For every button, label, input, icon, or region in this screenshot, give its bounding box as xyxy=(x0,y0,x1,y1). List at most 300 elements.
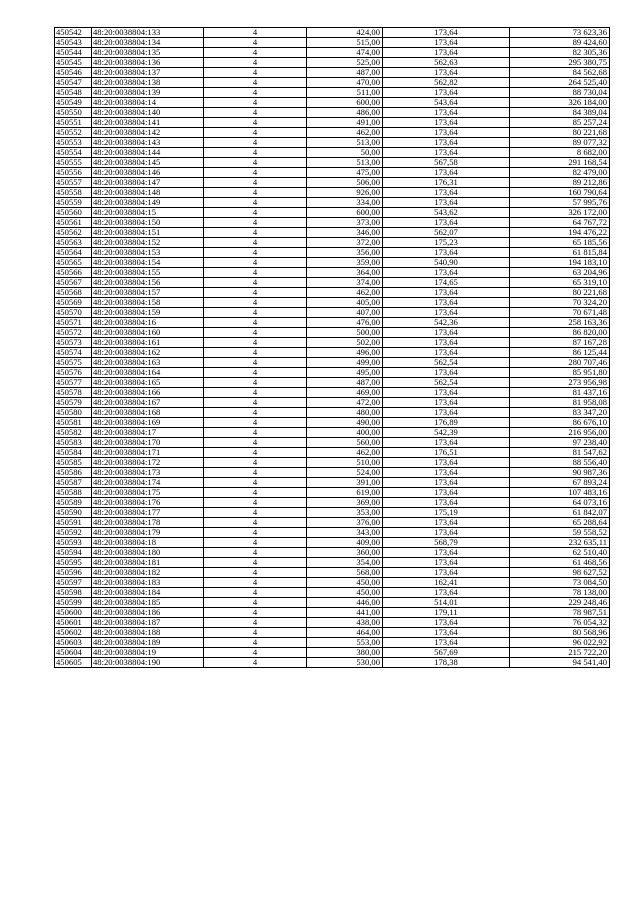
land-valuation-table xyxy=(54,27,610,668)
cadastral-number-cell: 48:20:0038804:171 xyxy=(92,448,204,458)
category-cell: 4 xyxy=(204,458,307,468)
value-cell: 96 022,92 xyxy=(510,638,610,648)
table-row xyxy=(55,78,610,88)
category-cell: 4 xyxy=(204,178,307,188)
row-id-cell: 450573 xyxy=(55,338,92,348)
cadastral-number-cell: 48:20:0038804:174 xyxy=(92,478,204,488)
table-row xyxy=(55,208,610,218)
cadastral-number-cell: 48:20:0038804:134 xyxy=(92,38,204,48)
table-row xyxy=(55,268,610,278)
category-cell: 4 xyxy=(204,328,307,338)
rate-cell: 173,64 xyxy=(383,198,510,208)
table-row xyxy=(55,248,610,258)
row-id-cell: 450558 xyxy=(55,188,92,198)
rate-cell: 176,31 xyxy=(383,178,510,188)
area-cell: 372,00 xyxy=(307,238,383,248)
value-cell: 81 437,16 xyxy=(510,388,610,398)
category-cell: 4 xyxy=(204,98,307,108)
area-cell: 510,00 xyxy=(307,458,383,468)
category-cell: 4 xyxy=(204,378,307,388)
area-cell: 373,00 xyxy=(307,218,383,228)
cadastral-number-cell: 48:20:0038804:15 xyxy=(92,208,204,218)
table-row xyxy=(55,348,610,358)
row-id-cell: 450577 xyxy=(55,378,92,388)
row-id-cell: 450594 xyxy=(55,548,92,558)
value-cell: 59 558,52 xyxy=(510,528,610,538)
cadastral-number-cell: 48:20:0038804:18 xyxy=(92,538,204,548)
category-cell: 4 xyxy=(204,218,307,228)
category-cell: 4 xyxy=(204,648,307,658)
area-cell: 450,00 xyxy=(307,578,383,588)
cadastral-number-cell: 48:20:0038804:169 xyxy=(92,418,204,428)
value-cell: 80 568,96 xyxy=(510,628,610,638)
value-cell: 86 820,00 xyxy=(510,328,610,338)
area-cell: 513,00 xyxy=(307,158,383,168)
rate-cell: 173,64 xyxy=(383,398,510,408)
rate-cell: 567,58 xyxy=(383,158,510,168)
value-cell: 229 248,46 xyxy=(510,598,610,608)
cadastral-number-cell: 48:20:0038804:142 xyxy=(92,128,204,138)
cadastral-number-cell: 48:20:0038804:149 xyxy=(92,198,204,208)
row-id-cell: 450600 xyxy=(55,608,92,618)
rate-cell: 514,01 xyxy=(383,598,510,608)
rate-cell: 562,54 xyxy=(383,358,510,368)
category-cell: 4 xyxy=(204,528,307,538)
value-cell: 98 627,52 xyxy=(510,568,610,578)
row-id-cell: 450580 xyxy=(55,408,92,418)
table-row xyxy=(55,138,610,148)
value-cell: 61 468,56 xyxy=(510,558,610,568)
area-cell: 619,00 xyxy=(307,488,383,498)
area-cell: 369,00 xyxy=(307,498,383,508)
cadastral-number-cell: 48:20:0038804:164 xyxy=(92,368,204,378)
category-cell: 4 xyxy=(204,238,307,248)
value-cell: 62 510,40 xyxy=(510,548,610,558)
category-cell: 4 xyxy=(204,628,307,638)
rate-cell: 175,23 xyxy=(383,238,510,248)
value-cell: 65 185,56 xyxy=(510,238,610,248)
value-cell: 291 168,54 xyxy=(510,158,610,168)
category-cell: 4 xyxy=(204,168,307,178)
row-id-cell: 450601 xyxy=(55,618,92,628)
value-cell: 295 380,75 xyxy=(510,58,610,68)
table-row xyxy=(55,358,610,368)
row-id-cell: 450581 xyxy=(55,418,92,428)
row-id-cell: 450596 xyxy=(55,568,92,578)
value-cell: 80 221,68 xyxy=(510,128,610,138)
category-cell: 4 xyxy=(204,368,307,378)
area-cell: 356,00 xyxy=(307,248,383,258)
value-cell: 258 163,36 xyxy=(510,318,610,328)
rate-cell: 173,64 xyxy=(383,268,510,278)
category-cell: 4 xyxy=(204,428,307,438)
category-cell: 4 xyxy=(204,568,307,578)
row-id-cell: 450576 xyxy=(55,368,92,378)
category-cell: 4 xyxy=(204,28,307,38)
rate-cell: 179,11 xyxy=(383,608,510,618)
rate-cell: 173,64 xyxy=(383,148,510,158)
area-cell: 499,00 xyxy=(307,358,383,368)
value-cell: 232 635,11 xyxy=(510,538,610,548)
cadastral-number-cell: 48:20:0038804:168 xyxy=(92,408,204,418)
rate-cell: 173,64 xyxy=(383,48,510,58)
cadastral-number-cell: 48:20:0038804:186 xyxy=(92,608,204,618)
category-cell: 4 xyxy=(204,198,307,208)
category-cell: 4 xyxy=(204,318,307,328)
table-row xyxy=(55,468,610,478)
rate-cell: 542,39 xyxy=(383,428,510,438)
rate-cell: 543,62 xyxy=(383,208,510,218)
table-row xyxy=(55,238,610,248)
value-cell: 88 556,40 xyxy=(510,458,610,468)
category-cell: 4 xyxy=(204,298,307,308)
value-cell: 67 893,24 xyxy=(510,478,610,488)
rate-cell: 173,64 xyxy=(383,438,510,448)
area-cell: 469,00 xyxy=(307,388,383,398)
category-cell: 4 xyxy=(204,508,307,518)
area-cell: 364,00 xyxy=(307,268,383,278)
cadastral-number-cell: 48:20:0038804:162 xyxy=(92,348,204,358)
value-cell: 89 424,60 xyxy=(510,38,610,48)
cadastral-number-cell: 48:20:0038804:133 xyxy=(92,28,204,38)
area-cell: 346,00 xyxy=(307,228,383,238)
row-id-cell: 450574 xyxy=(55,348,92,358)
table-row xyxy=(55,48,610,58)
cadastral-number-cell: 48:20:0038804:152 xyxy=(92,238,204,248)
area-cell: 568,00 xyxy=(307,568,383,578)
category-cell: 4 xyxy=(204,638,307,648)
area-cell: 487,00 xyxy=(307,68,383,78)
rate-cell: 562,82 xyxy=(383,78,510,88)
row-id-cell: 450579 xyxy=(55,398,92,408)
cadastral-number-cell: 48:20:0038804:188 xyxy=(92,628,204,638)
rate-cell: 173,64 xyxy=(383,528,510,538)
value-cell: 280 707,46 xyxy=(510,358,610,368)
value-cell: 85 257,24 xyxy=(510,118,610,128)
category-cell: 4 xyxy=(204,588,307,598)
cadastral-number-cell: 48:20:0038804:141 xyxy=(92,118,204,128)
area-cell: 491,00 xyxy=(307,118,383,128)
value-cell: 81 958,08 xyxy=(510,398,610,408)
rate-cell: 173,64 xyxy=(383,348,510,358)
category-cell: 4 xyxy=(204,608,307,618)
row-id-cell: 450578 xyxy=(55,388,92,398)
cadastral-number-cell: 48:20:0038804:187 xyxy=(92,618,204,628)
row-id-cell: 450588 xyxy=(55,488,92,498)
category-cell: 4 xyxy=(204,658,307,668)
cadastral-number-cell: 48:20:0038804:158 xyxy=(92,298,204,308)
table-row xyxy=(55,608,610,618)
value-cell: 216 956,00 xyxy=(510,428,610,438)
category-cell: 4 xyxy=(204,118,307,128)
rate-cell: 175,19 xyxy=(383,508,510,518)
rate-cell: 176,89 xyxy=(383,418,510,428)
rate-cell: 173,64 xyxy=(383,458,510,468)
value-cell: 89 212,86 xyxy=(510,178,610,188)
row-id-cell: 450553 xyxy=(55,138,92,148)
category-cell: 4 xyxy=(204,58,307,68)
table-row xyxy=(55,198,610,208)
category-cell: 4 xyxy=(204,68,307,78)
table-row xyxy=(55,328,610,338)
row-id-cell: 450589 xyxy=(55,498,92,508)
cadastral-number-cell: 48:20:0038804:148 xyxy=(92,188,204,198)
area-cell: 374,00 xyxy=(307,278,383,288)
cadastral-number-cell: 48:20:0038804:144 xyxy=(92,148,204,158)
area-cell: 513,00 xyxy=(307,138,383,148)
category-cell: 4 xyxy=(204,488,307,498)
value-cell: 70 671,48 xyxy=(510,308,610,318)
value-cell: 70 324,20 xyxy=(510,298,610,308)
rate-cell: 173,64 xyxy=(383,488,510,498)
row-id-cell: 450555 xyxy=(55,158,92,168)
cadastral-number-cell: 48:20:0038804:175 xyxy=(92,488,204,498)
value-cell: 84 389,04 xyxy=(510,108,610,118)
row-id-cell: 450566 xyxy=(55,268,92,278)
rate-cell: 173,64 xyxy=(383,288,510,298)
table-row xyxy=(55,448,610,458)
value-cell: 82 305,36 xyxy=(510,48,610,58)
area-cell: 480,00 xyxy=(307,408,383,418)
cadastral-number-cell: 48:20:0038804:190 xyxy=(92,658,204,668)
cadastral-number-cell: 48:20:0038804:165 xyxy=(92,378,204,388)
cadastral-number-cell: 48:20:0038804:183 xyxy=(92,578,204,588)
rate-cell: 173,64 xyxy=(383,408,510,418)
row-id-cell: 450545 xyxy=(55,58,92,68)
rate-cell: 562,63 xyxy=(383,58,510,68)
category-cell: 4 xyxy=(204,148,307,158)
area-cell: 475,00 xyxy=(307,168,383,178)
area-cell: 553,00 xyxy=(307,638,383,648)
table-row xyxy=(55,278,610,288)
table-row xyxy=(55,218,610,228)
area-cell: 524,00 xyxy=(307,468,383,478)
rate-cell: 162,41 xyxy=(383,578,510,588)
area-cell: 464,00 xyxy=(307,628,383,638)
area-cell: 511,00 xyxy=(307,88,383,98)
category-cell: 4 xyxy=(204,448,307,458)
table-row xyxy=(55,338,610,348)
area-cell: 600,00 xyxy=(307,98,383,108)
category-cell: 4 xyxy=(204,348,307,358)
category-cell: 4 xyxy=(204,548,307,558)
value-cell: 215 722,20 xyxy=(510,648,610,658)
cadastral-number-cell: 48:20:0038804:182 xyxy=(92,568,204,578)
category-cell: 4 xyxy=(204,248,307,258)
value-cell: 89 077,32 xyxy=(510,138,610,148)
rate-cell: 542,36 xyxy=(383,318,510,328)
area-cell: 391,00 xyxy=(307,478,383,488)
table-row xyxy=(55,378,610,388)
row-id-cell: 450602 xyxy=(55,628,92,638)
value-cell: 65 288,64 xyxy=(510,518,610,528)
rate-cell: 173,64 xyxy=(383,588,510,598)
table-row xyxy=(55,408,610,418)
value-cell: 264 525,40 xyxy=(510,78,610,88)
table-row xyxy=(55,418,610,428)
row-id-cell: 450554 xyxy=(55,148,92,158)
rate-cell: 173,64 xyxy=(383,188,510,198)
cadastral-number-cell: 48:20:0038804:185 xyxy=(92,598,204,608)
area-cell: 360,00 xyxy=(307,548,383,558)
cadastral-number-cell: 48:20:0038804:180 xyxy=(92,548,204,558)
rate-cell: 173,64 xyxy=(383,338,510,348)
category-cell: 4 xyxy=(204,478,307,488)
category-cell: 4 xyxy=(204,518,307,528)
cadastral-number-cell: 48:20:0038804:151 xyxy=(92,228,204,238)
row-id-cell: 450570 xyxy=(55,308,92,318)
area-cell: 600,00 xyxy=(307,208,383,218)
row-id-cell: 450561 xyxy=(55,218,92,228)
area-cell: 530,00 xyxy=(307,658,383,668)
category-cell: 4 xyxy=(204,288,307,298)
rate-cell: 173,64 xyxy=(383,478,510,488)
table-row xyxy=(55,158,610,168)
row-id-cell: 450584 xyxy=(55,448,92,458)
row-id-cell: 450604 xyxy=(55,648,92,658)
area-cell: 472,00 xyxy=(307,398,383,408)
category-cell: 4 xyxy=(204,598,307,608)
row-id-cell: 450560 xyxy=(55,208,92,218)
cadastral-number-cell: 48:20:0038804:138 xyxy=(92,78,204,88)
category-cell: 4 xyxy=(204,618,307,628)
row-id-cell: 450565 xyxy=(55,258,92,268)
rate-cell: 568,79 xyxy=(383,538,510,548)
table-row xyxy=(55,88,610,98)
area-cell: 506,00 xyxy=(307,178,383,188)
cadastral-number-cell: 48:20:0038804:177 xyxy=(92,508,204,518)
table-row xyxy=(55,108,610,118)
area-cell: 515,00 xyxy=(307,38,383,48)
cadastral-number-cell: 48:20:0038804:16 xyxy=(92,318,204,328)
value-cell: 97 238,40 xyxy=(510,438,610,448)
rate-cell: 173,64 xyxy=(383,308,510,318)
table-row xyxy=(55,498,610,508)
row-id-cell: 450591 xyxy=(55,518,92,528)
cadastral-number-cell: 48:20:0038804:140 xyxy=(92,108,204,118)
row-id-cell: 450572 xyxy=(55,328,92,338)
row-id-cell: 450564 xyxy=(55,248,92,258)
rate-cell: 562,54 xyxy=(383,378,510,388)
table-row xyxy=(55,598,610,608)
table-row xyxy=(55,518,610,528)
area-cell: 343,00 xyxy=(307,528,383,538)
rate-cell: 540,90 xyxy=(383,258,510,268)
value-cell: 83 347,20 xyxy=(510,408,610,418)
area-cell: 470,00 xyxy=(307,78,383,88)
table-row xyxy=(55,388,610,398)
category-cell: 4 xyxy=(204,308,307,318)
rate-cell: 173,64 xyxy=(383,548,510,558)
table-row xyxy=(55,568,610,578)
value-cell: 78 138,00 xyxy=(510,588,610,598)
area-cell: 462,00 xyxy=(307,128,383,138)
rate-cell: 173,64 xyxy=(383,248,510,258)
row-id-cell: 450590 xyxy=(55,508,92,518)
category-cell: 4 xyxy=(204,388,307,398)
category-cell: 4 xyxy=(204,208,307,218)
area-cell: 525,00 xyxy=(307,58,383,68)
table-row xyxy=(55,28,610,38)
table-row xyxy=(55,188,610,198)
category-cell: 4 xyxy=(204,398,307,408)
cadastral-number-cell: 48:20:0038804:156 xyxy=(92,278,204,288)
cadastral-number-cell: 48:20:0038804:161 xyxy=(92,338,204,348)
table-row xyxy=(55,288,610,298)
cadastral-number-cell: 48:20:0038804:143 xyxy=(92,138,204,148)
row-id-cell: 450592 xyxy=(55,528,92,538)
table-row xyxy=(55,118,610,128)
row-id-cell: 450563 xyxy=(55,238,92,248)
category-cell: 4 xyxy=(204,408,307,418)
row-id-cell: 450568 xyxy=(55,288,92,298)
category-cell: 4 xyxy=(204,468,307,478)
table-row xyxy=(55,588,610,598)
rate-cell: 173,64 xyxy=(383,498,510,508)
cadastral-number-cell: 48:20:0038804:189 xyxy=(92,638,204,648)
rate-cell: 173,64 xyxy=(383,388,510,398)
row-id-cell: 450549 xyxy=(55,98,92,108)
area-cell: 560,00 xyxy=(307,438,383,448)
cadastral-number-cell: 48:20:0038804:181 xyxy=(92,558,204,568)
value-cell: 94 541,40 xyxy=(510,658,610,668)
area-cell: 407,00 xyxy=(307,308,383,318)
row-id-cell: 450571 xyxy=(55,318,92,328)
category-cell: 4 xyxy=(204,78,307,88)
row-id-cell: 450587 xyxy=(55,478,92,488)
table-row xyxy=(55,638,610,648)
area-cell: 486,00 xyxy=(307,108,383,118)
row-id-cell: 450550 xyxy=(55,108,92,118)
value-cell: 160 790,64 xyxy=(510,188,610,198)
category-cell: 4 xyxy=(204,138,307,148)
value-cell: 61 815,84 xyxy=(510,248,610,258)
value-cell: 86 125,44 xyxy=(510,348,610,358)
area-cell: 476,00 xyxy=(307,318,383,328)
table-row xyxy=(55,428,610,438)
cadastral-number-cell: 48:20:0038804:147 xyxy=(92,178,204,188)
category-cell: 4 xyxy=(204,578,307,588)
cadastral-number-cell: 48:20:0038804:153 xyxy=(92,248,204,258)
table-row xyxy=(55,68,610,78)
rate-cell: 173,64 xyxy=(383,218,510,228)
cadastral-number-cell: 48:20:0038804:146 xyxy=(92,168,204,178)
rate-cell: 173,64 xyxy=(383,628,510,638)
cadastral-number-cell: 48:20:0038804:166 xyxy=(92,388,204,398)
row-id-cell: 450585 xyxy=(55,458,92,468)
table-row xyxy=(55,168,610,178)
table-row xyxy=(55,128,610,138)
rate-cell: 173,64 xyxy=(383,368,510,378)
row-id-cell: 450575 xyxy=(55,358,92,368)
value-cell: 73 084,50 xyxy=(510,578,610,588)
cadastral-number-cell: 48:20:0038804:176 xyxy=(92,498,204,508)
rate-cell: 173,64 xyxy=(383,468,510,478)
value-cell: 326 172,00 xyxy=(510,208,610,218)
row-id-cell: 450586 xyxy=(55,468,92,478)
table-row xyxy=(55,368,610,378)
rate-cell: 173,64 xyxy=(383,118,510,128)
rate-cell: 173,64 xyxy=(383,298,510,308)
rate-cell: 173,64 xyxy=(383,568,510,578)
table-row xyxy=(55,438,610,448)
table-row xyxy=(55,618,610,628)
rate-cell: 178,38 xyxy=(383,658,510,668)
cadastral-number-cell: 48:20:0038804:155 xyxy=(92,268,204,278)
value-cell: 85 951,80 xyxy=(510,368,610,378)
cadastral-number-cell: 48:20:0038804:150 xyxy=(92,218,204,228)
cadastral-number-cell: 48:20:0038804:139 xyxy=(92,88,204,98)
